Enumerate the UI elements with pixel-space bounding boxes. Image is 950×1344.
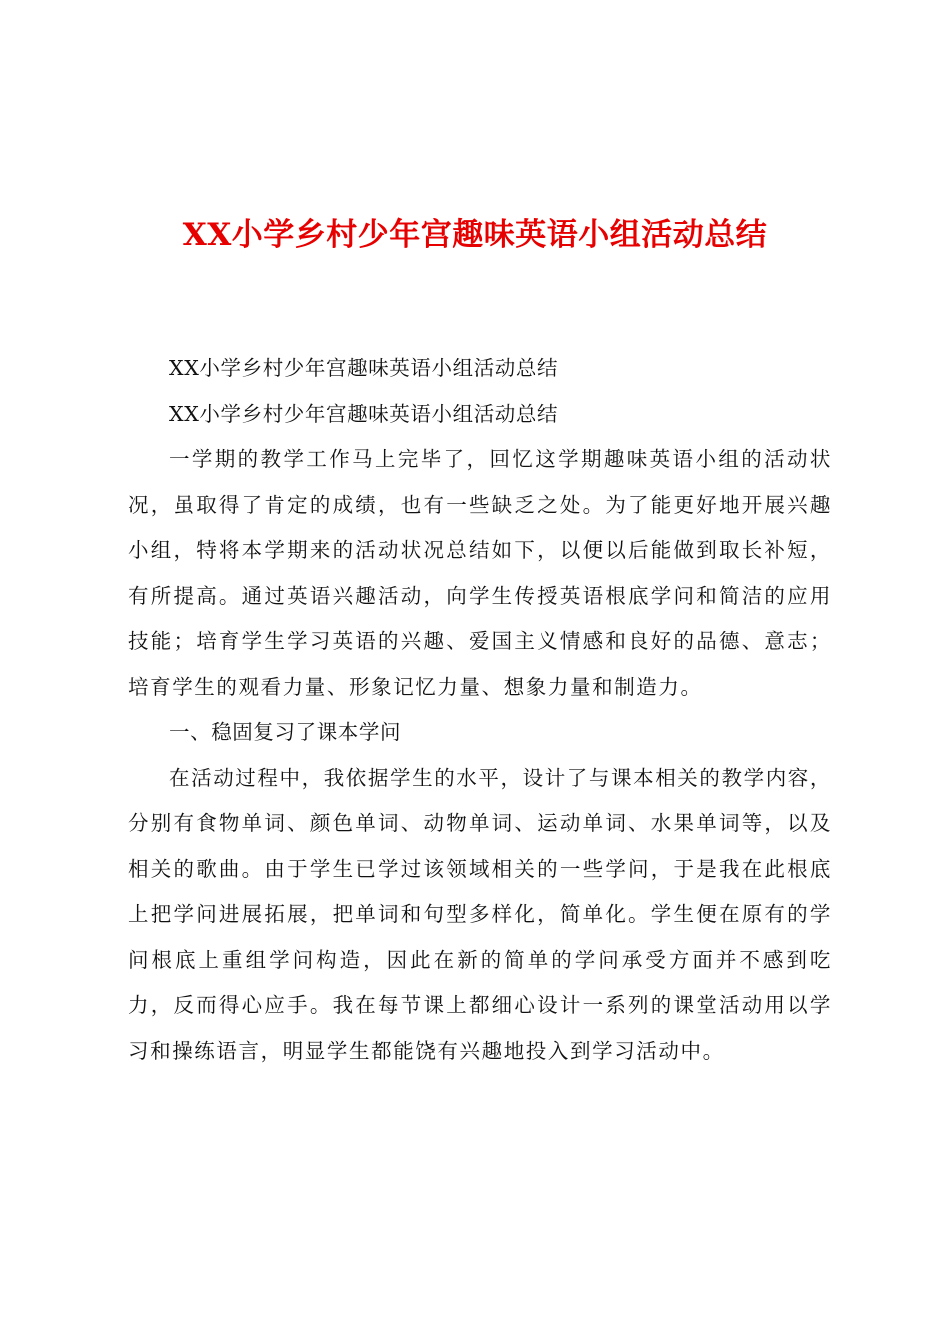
document-title: XX小学乡村少年宫趣味英语小组活动总结 <box>182 217 768 253</box>
intro-paragraph: 一学期的教学工作马上完毕了，回忆这学期趣味英语小组的活动状况，虽取得了肯定的成绩，也有一些缺乏之处。为了能更好地开展兴趣小组，特将本学期来的活动状况总结如下，以便以后能做到取长补短，有所提高。通过英语兴趣活动，向学生传授英语根底学问和简洁的应用技能；培育学生学习英语的兴趣、爱国主义情感和良好的品德、意志；培育学生的观看力量、形象记忆力量、想象力量和制造力。 <box>128 447 832 699</box>
subtitle-line-1: XX小学乡村少年宫趣味英语小组活动总结 <box>169 356 559 380</box>
document-body <box>128 346 832 1074</box>
section-1-paragraph: 在活动过程中，我依据学生的水平，设计了与课本相关的教学内容，分别有食物单词、颜色单词、动物单词、运动单词、水果单词等，以及相关的歌曲。由于学生已学过该领域相关的一些学问，于是我在此根底上把学问进展拓展，把单词和句型多样化，简单化。学生便在原有的学问根底上重组学问构造，因此在新的简单的学问承受方面并不感到吃力，反而得心应手。我在每节课上都细心设计一系列的课堂活动用以学习和操练语言，明显学生都能饶有兴趣地投入到学习活动中。 <box>128 765 832 1063</box>
section-heading-1: 一、稳固复习了课本学问 <box>169 720 402 744</box>
subtitle-line-2: XX小学乡村少年宫趣味英语小组活动总结 <box>169 401 559 426</box>
